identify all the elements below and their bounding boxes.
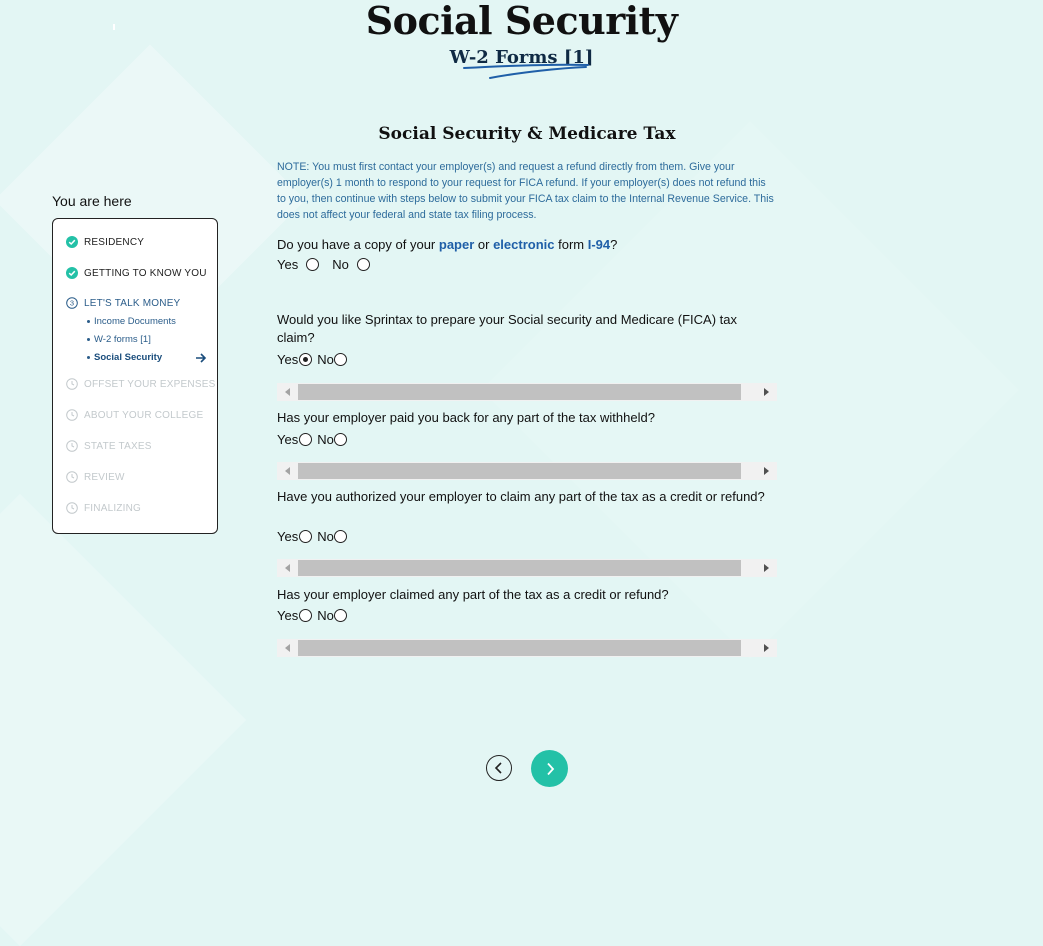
scrollbar-thumb[interactable] xyxy=(298,560,741,576)
scroll-right-icon[interactable] xyxy=(764,467,769,475)
question-text: Do you have a copy of your xyxy=(277,237,439,252)
answer-options xyxy=(277,352,347,367)
step-getting-to-know-you[interactable] xyxy=(66,267,207,279)
electronic-link[interactable]: electronic xyxy=(493,237,555,252)
step-label: ABOUT YOUR COLLEGE xyxy=(84,409,204,421)
q2-yes-radio[interactable] xyxy=(299,353,312,366)
section-title: Social Security & Medicare Tax xyxy=(378,124,676,144)
paper-link[interactable]: paper xyxy=(438,237,475,252)
page-subtitle: W-2 Forms [1] xyxy=(449,47,594,68)
substep-social-security[interactable] xyxy=(87,352,162,363)
q1-yes-radio[interactable] xyxy=(306,258,319,271)
step-offset-your-expenses[interactable] xyxy=(66,378,215,390)
scroll-right-icon[interactable] xyxy=(764,388,769,396)
q3-yes-radio[interactable] xyxy=(299,433,312,446)
yes-label: Yes xyxy=(277,432,299,447)
scroll-right-icon[interactable] xyxy=(764,644,769,652)
check-circle-icon xyxy=(66,236,78,248)
i94-link[interactable]: I-94 xyxy=(587,237,611,252)
q4-yes-radio[interactable] xyxy=(299,530,312,543)
q5-no-radio[interactable] xyxy=(334,609,347,622)
step-review[interactable] xyxy=(66,471,125,483)
question-text: form xyxy=(554,237,588,252)
q4-no-radio[interactable] xyxy=(334,530,347,543)
horizontal-scrollbar[interactable] xyxy=(277,639,777,657)
step-label: REVIEW xyxy=(84,471,125,483)
clock-icon xyxy=(66,409,78,421)
yes-label: Yes xyxy=(277,529,299,544)
no-label: No xyxy=(317,432,334,447)
substep-w2-forms[interactable] xyxy=(87,334,151,345)
step-residency[interactable] xyxy=(66,236,144,248)
scroll-right-icon[interactable] xyxy=(764,564,769,572)
answer-options xyxy=(277,257,370,272)
bullet xyxy=(87,320,90,323)
underline-swoosh-icon xyxy=(462,62,592,82)
clock-icon xyxy=(66,378,78,390)
no-label: No xyxy=(332,257,349,272)
question-fica-claim: Would you like Sprintax to prepare your Social security and Medicare (FICA) tax claim? xyxy=(277,312,738,345)
svg-text:3: 3 xyxy=(69,298,75,308)
page-title: Social Security xyxy=(365,0,678,43)
you-are-here-label: You are here xyxy=(52,193,132,209)
progress-sidebar xyxy=(52,218,218,534)
step-number-icon xyxy=(66,297,78,309)
horizontal-scrollbar[interactable] xyxy=(277,462,777,480)
background-shape xyxy=(0,494,246,946)
fica-note: NOTE: You must first contact your employer(s) and request a refund directly from them. Give your employer(s) 1 month to respond to your request for FICA refund. If your employer(s) does not refund this to you, then continue with steps below to submit your FICA tax claim to the Internal Revenue Service. This does not affect your federal and state tax filing process. xyxy=(277,161,774,221)
question-text: or xyxy=(474,237,494,252)
chevron-right-icon xyxy=(545,762,555,776)
clock-icon xyxy=(66,471,78,483)
substep-label: W-2 forms [1] xyxy=(94,334,151,345)
scrollbar-thumb[interactable] xyxy=(298,384,741,400)
yes-label: Yes xyxy=(277,608,299,623)
question-text: ? xyxy=(610,237,618,252)
step-label: STATE TAXES xyxy=(84,440,152,452)
step-label: FINALIZING xyxy=(84,502,142,514)
clock-icon xyxy=(66,440,78,452)
answer-options xyxy=(277,608,347,623)
q1-no-radio[interactable] xyxy=(357,258,370,271)
answer-options xyxy=(277,432,347,447)
no-label: No xyxy=(317,529,334,544)
step-state-taxes[interactable] xyxy=(66,440,152,452)
step-finalizing[interactable] xyxy=(66,502,141,514)
scroll-left-icon[interactable] xyxy=(285,388,290,396)
bullet xyxy=(87,338,90,341)
step-label: OFFSET YOUR EXPENSES xyxy=(84,378,216,390)
scrollbar-thumb[interactable] xyxy=(298,463,741,479)
question-employer-claimed: Has your employer claimed any part of the tax as a credit or refund? xyxy=(277,587,669,602)
scrollbar-thumb[interactable] xyxy=(298,640,741,656)
answer-options xyxy=(277,529,347,544)
step-about-your-college[interactable] xyxy=(66,409,203,421)
substep-income-documents[interactable] xyxy=(87,316,176,327)
question-authorized-employer: Have you authorized your employer to claim any part of the tax as a credit or refund? xyxy=(277,489,765,504)
previous-button[interactable] xyxy=(486,755,512,781)
clock-icon xyxy=(66,502,78,514)
substep-label: Social Security xyxy=(94,352,163,363)
arrow-right-icon xyxy=(195,353,207,363)
bullet xyxy=(87,356,90,359)
step-label: LET'S TALK MONEY xyxy=(84,297,181,309)
q5-yes-radio[interactable] xyxy=(299,609,312,622)
yes-label: Yes xyxy=(277,257,299,272)
next-button[interactable] xyxy=(531,750,568,787)
horizontal-scrollbar[interactable] xyxy=(277,559,777,577)
scroll-left-icon[interactable] xyxy=(285,467,290,475)
step-label: GETTING TO KNOW YOU xyxy=(84,267,207,279)
no-label: No xyxy=(317,352,334,367)
substep-label: Income Documents xyxy=(94,316,176,327)
question-i94 xyxy=(277,236,777,254)
chevron-left-icon xyxy=(494,762,504,774)
yes-label: Yes xyxy=(277,352,299,367)
scroll-left-icon[interactable] xyxy=(285,564,290,572)
q2-no-radio[interactable] xyxy=(334,353,347,366)
step-label: RESIDENCY xyxy=(84,236,145,248)
question-employer-paid-back: Has your employer paid you back for any part of the tax withheld? xyxy=(277,410,655,425)
no-label: No xyxy=(317,608,334,623)
scroll-left-icon[interactable] xyxy=(285,644,290,652)
step-lets-talk-money[interactable] xyxy=(66,297,180,309)
check-circle-icon xyxy=(66,267,78,279)
q3-no-radio[interactable] xyxy=(334,433,347,446)
horizontal-scrollbar[interactable] xyxy=(277,383,777,401)
